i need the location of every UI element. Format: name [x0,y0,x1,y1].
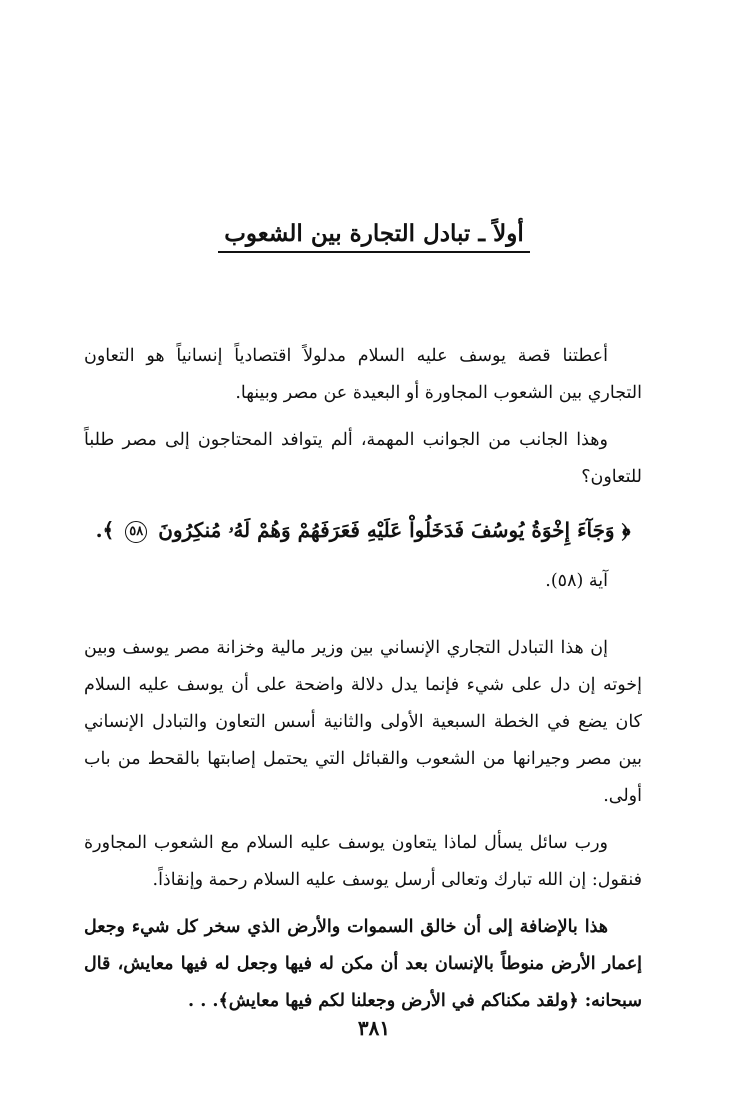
paragraph-5: هذا بالإضافة إلى أن خالق السموات والأرض الذي سخر كل شيء وجعل إعمار الأرض منوطاً بالإنسان بعد أن مكن له فيها وجعل له فيها معايش، قال سبحانه: ﴿ولقد مكناكم في الأرض وجعلنا لكم فيها معايش﴾. . . [84,917,642,1011]
paragraph-3: إن هذا التبادل التجاري الإنساني بين وزير مالية وخزانة مصر يوسف وبين إخوته إن دل على شيء فإنما يدل دلالة واضحة على أن يوسف عليه السلام كان يضع في الخطة السبعية الأولى والثانية أسس التعاون والتبادل الإنساني بين مصر وجيرانها من الشعوب والقبائل التي يحتمل إصابتها بالقحط من باب أولى. [84,638,642,806]
section-heading-text: أولاً ـ تبادل التجارة بين الشعوب [218,220,529,253]
ayah-number-marker: ٥٨ [125,521,147,543]
verse-text: وَجَآءَ إِخْوَةُ يُوسُفَ فَدَخَلُواْ عَلَيْهِ فَعَرَفَهُمْ وَهُمْ لَهُۥ مُنكِرُونَ [158,518,615,542]
verse-open-bracket: ﴿ [621,518,631,542]
paragraph-1: أعطتنا قصة يوسف عليه السلام مدلولاً اقتصادياً إنسانياً هو التعاون التجاري بين الشعوب المجاورة أو البعيدة عن مصر وبينها. [84,346,642,403]
quran-verse [84,512,642,549]
page-body [84,338,642,1030]
section-heading [0,220,748,253]
paragraph-4: ورب سائل يسأل لماذا يتعاون يوسف عليه السلام مع الشعوب المجاورة فنقول: إن الله تبارك وتعالى أرسل يوسف عليه السلام رحمة وإنقاذاً. [84,833,642,890]
page-number: ٣٨١ [357,1016,391,1040]
paragraph-2: وهذا الجانب من الجوانب المهمة، ألم يتوافد المحتاجون إلى مصر طلباً للتعاون؟ [84,430,642,487]
verse-reference: آية (٥٨). [545,571,608,591]
verse-close-bracket: ﴾. [95,518,115,542]
